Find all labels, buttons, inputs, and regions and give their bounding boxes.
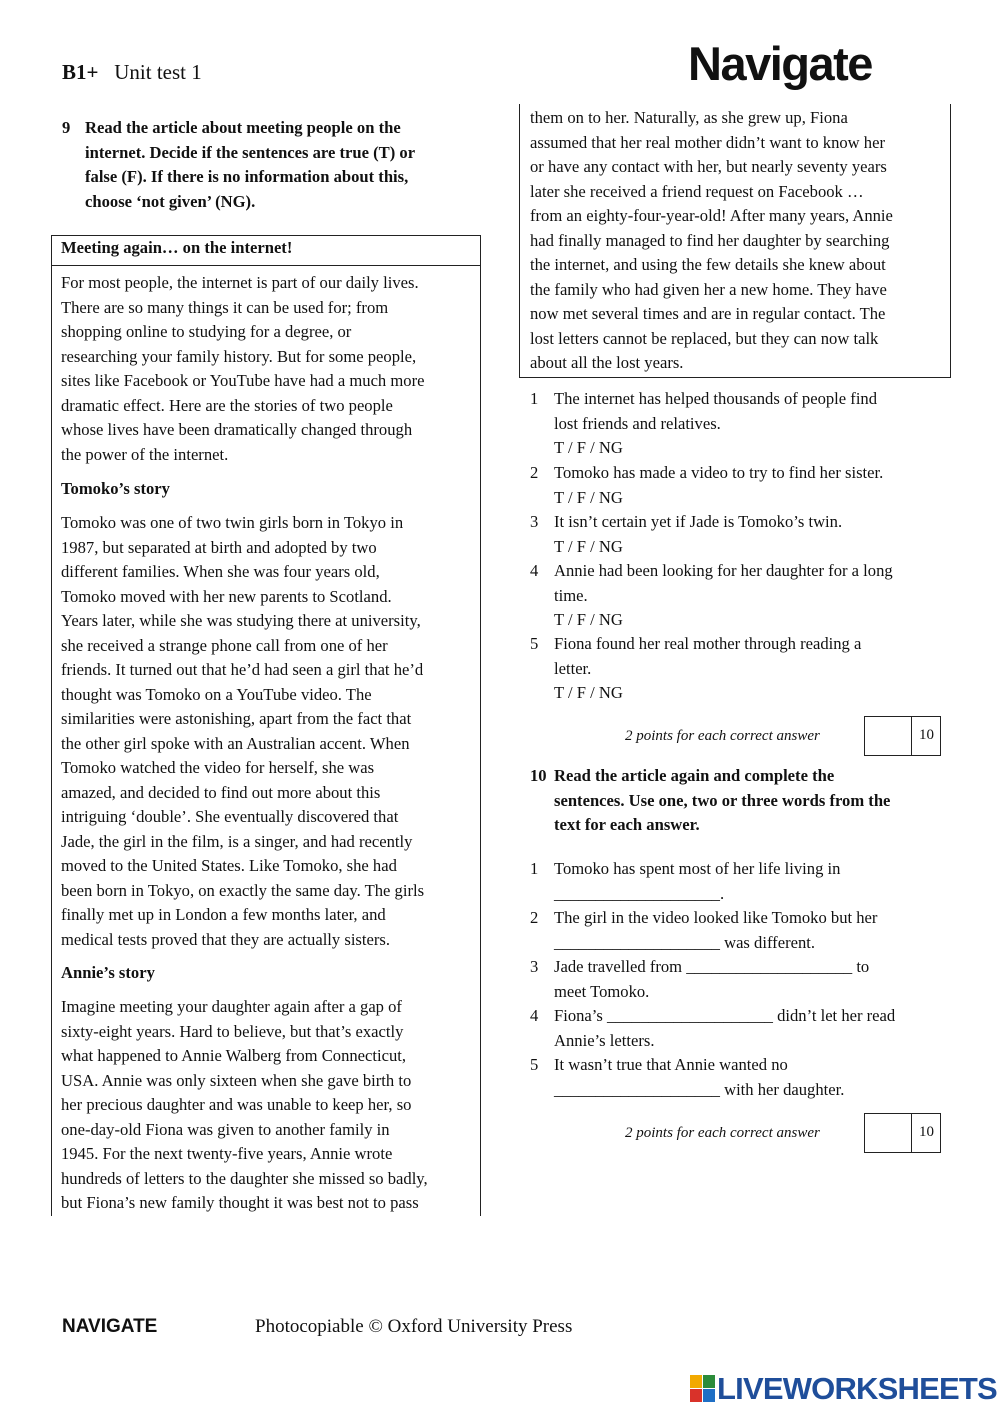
article-continued [530,106,945,376]
title-divider [52,265,480,266]
article-line: intriguing ‘double’. She eventually discovered that [61,807,399,826]
answer-blank[interactable]: Jade travelled from ____________________ to [554,957,870,976]
article-line: she received a strange phone call from one of her [61,635,388,655]
instruction-line: false (F). If there is no information about this, [85,167,409,186]
article-line: one-day-old Fiona was given to another family in [61,1119,390,1139]
level-label: B1+ [62,60,99,84]
question-number: 5 [530,1055,539,1074]
task-number: 10 [530,766,547,785]
tf-question [530,387,950,462]
article-line: There are so many things it can be used for; from [61,297,389,317]
question-number: 1 [530,859,539,878]
article-line: similarities were astonishing, apart from the fact that [61,709,412,728]
article-line: Jade, the girl in the film, is a singer, and had recently [61,831,413,851]
instruction-line: text for each answer. [554,815,700,834]
article-line: been born in Tokyo, on exactly the same day. The girls [61,880,425,900]
article-line: from an eighty-four-year-old! After many years, Annie [530,206,893,225]
score-max: 10 [919,727,934,743]
article-line: assumed that her real mother didn’t want to know her [530,132,885,152]
question-text: The internet has helped thousands of people find [554,389,878,408]
article-line: later she received a friend request on Facebook … [530,181,864,201]
test-title: Unit test 1 [114,60,202,84]
gap-fill-question [530,906,950,956]
article-line: had finally managed to find her daughter by searching [530,230,890,250]
question-number: 5 [530,634,539,653]
task-number: 9 [62,118,71,137]
tf-ng-options[interactable]: T / F / NG [554,610,623,629]
story-heading-annie: Annie’s story [61,963,155,982]
article-line: sixty-eight years. Hard to believe, but that’s exactly [61,1021,404,1041]
article-line: 1945. For the next twenty-five years, Annie wrote [61,1144,393,1163]
tf-ng-options[interactable]: T / F / NG [554,487,623,507]
article-line: Imagine meeting your daughter again after a gap of [61,997,402,1016]
question-text: Tomoko has made a video to try to find her sister. [554,463,884,482]
score-box [864,1113,941,1153]
tf-question [530,461,950,511]
question-number: 3 [530,957,539,976]
question-number: 3 [530,512,539,531]
tf-ng-options[interactable]: T / F / NG [554,536,623,556]
question-text: It isn’t certain yet if Jade is Tomoko’s twin. [554,512,843,531]
article-line: about all the lost years. [530,353,684,372]
story-heading-tomoko: Tomoko’s story [61,479,170,498]
gap-fill-question [530,955,950,1005]
article-line: the internet, and using the few details she knew about [530,255,886,274]
article-line: or have any contact with her, but nearly seventy years [530,157,887,176]
gap-fill-question [530,1053,950,1103]
points-label: 2 points for each correct answer [625,728,820,744]
tf-ng-options[interactable]: T / F / NG [554,438,623,457]
article-intro [61,271,473,467]
answer-blank[interactable]: Fiona’s ____________________ didn’t let her read [554,1006,896,1025]
question-number: 2 [530,908,539,927]
question-text: letter. [554,658,592,678]
article-line: her precious daughter and was unable to keep her, so [61,1095,412,1114]
article-line: Tomoko moved with her new parents to Scotland. [61,586,392,606]
article-line: now met several times and are in regular contact. The [530,304,886,323]
article-line: USA. Annie was only sixteen when she gave birth to [61,1070,412,1090]
question-number: 4 [530,1006,539,1025]
article-line: different families. When she was four years old, [61,562,380,581]
article-line: For most people, the internet is part of our daily lives. [61,273,419,292]
article-line: them on to her. Naturally, as she grew up, Fiona [530,108,848,127]
task-9-instructions [62,116,482,216]
instruction-line: Read the article about meeting people on the [85,118,401,137]
answer-blank[interactable]: ____________________ was different. [554,932,816,952]
article-line: lost letters cannot be replaced, but they can now talk [530,328,879,348]
liveworksheets-logo-icon [690,1375,716,1403]
instruction-line: Read the article again and complete the [554,766,835,785]
article-line: researching your family history. But for some people, [61,346,417,366]
navigate-logo: Navigate [688,37,872,90]
article-line: but Fiona’s new family thought it was best not to pass [61,1193,419,1212]
answer-blank[interactable]: ____________________ with her daughter. [554,1079,845,1099]
instruction-line: internet. Decide if the sentences are true (T) or [85,142,416,162]
instruction-line: sentences. Use one, two or three words from the [554,790,891,810]
score-max: 10 [919,1124,934,1140]
question-text: Fiona found her real mother through reading a [554,634,862,653]
question-text: lost friends and relatives. [554,413,721,433]
article-line: friends. It turned out that he’d had seen a girl that he’d [61,660,424,679]
tf-question [530,632,950,707]
footer-copyright: Photocopiable © Oxford University Press [255,1316,573,1337]
question-number: 4 [530,561,539,580]
article-line: Tomoko watched the video for herself, she was [61,758,375,777]
story-annie [61,995,473,1216]
tf-question [530,510,950,560]
question-text: time. [554,585,588,605]
task-10-instructions [530,764,950,842]
article-line: the other girl spoke with an Australian accent. When [61,733,410,753]
question-text: Annie’s letters. [554,1030,655,1050]
article-line: whose lives have been dramatically changed through [61,420,413,439]
article-line: finally met up in London a few months later, and [61,905,386,924]
article-line: amazed, and decided to find out more about this [61,782,381,802]
question-text: Annie had been looking for her daughter for a long [554,561,893,580]
article-line: thought was Tomoko on a YouTube video. The [61,684,372,704]
story-tomoko [61,511,473,952]
article-line: shopping online to studying for a degree, or [61,322,352,341]
question-text: Tomoko has spent most of her life living in [554,859,841,878]
score-box [864,716,941,756]
tf-question [530,559,950,634]
liveworksheets-wordmark: LIVEWORKSHEETS [717,1371,997,1406]
gap-fill-question [530,857,950,907]
article-line: hundreds of letters to the daughter she missed so badly, [61,1168,428,1188]
article-line: the family who had given her a new home. They have [530,279,887,299]
article-line: the power of the internet. [61,444,229,464]
article-line: 1987, but separated at birth and adopted by two [61,537,377,557]
tf-ng-options[interactable]: T / F / NG [554,683,623,702]
header [62,60,202,85]
article-line: moved to the United States. Like Tomoko, she had [61,856,397,875]
question-text: meet Tomoko. [554,981,650,1001]
answer-blank[interactable]: ____________________. [554,883,725,903]
article-title: Meeting again… on the internet! [61,238,293,257]
article-line: Tomoko was one of two twin girls born in Tokyo in [61,513,404,532]
article-line: dramatic effect. Here are the stories of two people [61,395,393,415]
instruction-line: choose ‘not given’ (NG). [85,191,256,211]
gap-fill-question [530,1004,950,1054]
article-line: sites like Facebook or YouTube have had a much more [61,371,425,390]
article-line: what happened to Annie Walberg from Connecticut, [61,1046,407,1065]
question-text: It wasn’t true that Annie wanted no [554,1055,788,1074]
footer-brand: NAVIGATE [62,1316,158,1337]
points-label: 2 points for each correct answer [625,1125,820,1141]
article-line: Years later, while she was studying there at university, [61,611,421,630]
question-number: 1 [530,389,539,408]
article-line: medical tests proved that they are actually sisters. [61,929,390,949]
question-number: 2 [530,463,539,482]
question-text: The girl in the video looked like Tomoko but her [554,908,878,927]
